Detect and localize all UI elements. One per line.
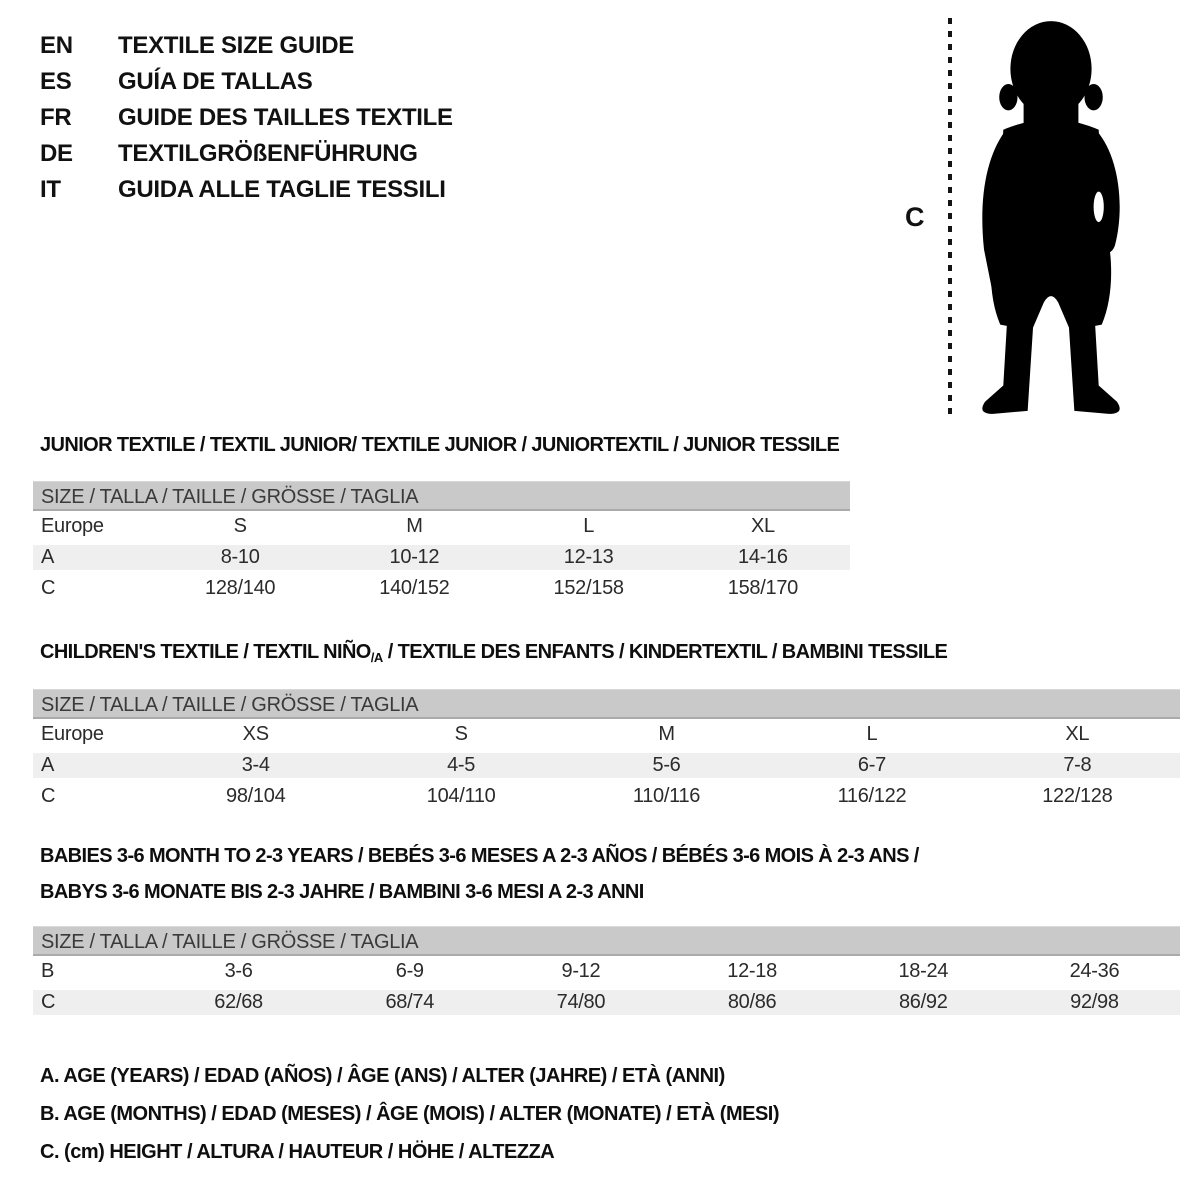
cell: 3-4 — [241, 754, 270, 776]
size-table-header: SIZE / TALLA / TAILLE / GRÖSSE / TAGLIA — [33, 689, 1180, 719]
cell: L — [866, 723, 878, 745]
row-label: A — [41, 546, 55, 568]
table-row — [33, 573, 850, 604]
cell: 128/140 — [205, 577, 276, 599]
babies-section-title-line1: BABIES 3-6 MONTH TO 2-3 YEARS / BEBÉS 3-6 MESES A 2-3 AÑOS / BÉBÉS 3-6 MOIS À 2-3 ANS / — [40, 845, 919, 867]
cell: 3-6 — [224, 960, 253, 982]
lang-code: IT — [40, 176, 61, 203]
lang-title: GUIDE DES TAILLES TEXTILE — [118, 104, 453, 131]
table-row — [33, 750, 1180, 781]
cell: 12-13 — [563, 546, 614, 568]
cell: 110/116 — [632, 785, 701, 807]
lang-title: GUÍA DE TALLAS — [118, 68, 313, 95]
size-table-header: SIZE / TALLA / TAILLE / GRÖSSE / TAGLIA — [33, 926, 1180, 956]
babies-section-title-line2: BABYS 3-6 MONATE BIS 2-3 JAHRE / BAMBINI 3-6 MESI A 2-3 ANNI — [40, 881, 644, 903]
lang-title: GUIDA ALLE TAGLIE TESSILI — [118, 176, 446, 203]
cell: M — [658, 723, 675, 745]
legend-line-b: B. AGE (MONTHS) / EDAD (MESES) / ÂGE (MOIS) / ALTER (MONATE) / ETÀ (MESI) — [40, 1103, 780, 1125]
cell: 24-36 — [1069, 960, 1120, 982]
babies-size-table — [33, 926, 1180, 1018]
cell: L — [583, 515, 595, 537]
table-row — [33, 719, 1180, 750]
lang-code: DE — [40, 140, 73, 167]
row-label: Europe — [41, 515, 104, 537]
cell: XL — [1065, 723, 1090, 745]
row-label: A — [41, 754, 55, 776]
lang-row-de — [40, 136, 453, 172]
cell: 18-24 — [898, 960, 949, 982]
table-row — [33, 542, 850, 573]
cell: 4-5 — [447, 754, 476, 776]
cell: 86/92 — [898, 991, 948, 1013]
row-label: C — [41, 785, 56, 807]
children-title-subscript: /A — [370, 650, 383, 665]
lang-row-it — [40, 172, 453, 208]
cell: 62/68 — [214, 991, 263, 1013]
cell: 10-12 — [389, 546, 440, 568]
cell: S — [233, 515, 247, 537]
cell: 116/122 — [837, 785, 907, 807]
cell: 68/74 — [385, 991, 435, 1013]
cell: 9-12 — [561, 960, 601, 982]
row-label: C — [41, 991, 56, 1013]
table-row — [33, 781, 1180, 812]
table-row — [33, 511, 850, 542]
cell: XL — [750, 515, 775, 537]
cell: 152/158 — [553, 577, 624, 599]
cell: 14-16 — [738, 546, 788, 568]
language-title-list — [40, 28, 453, 208]
cell: 140/152 — [379, 577, 450, 599]
cell: 74/80 — [556, 991, 606, 1013]
cell: M — [406, 515, 423, 537]
cell: XS — [242, 723, 269, 745]
toddler-silhouette — [958, 14, 1144, 420]
cell: 7-8 — [1063, 754, 1092, 776]
lang-row-es — [40, 64, 453, 100]
cell: 6-9 — [395, 960, 424, 982]
row-label: Europe — [41, 723, 104, 745]
children-size-table — [33, 689, 1180, 812]
lang-row-fr — [40, 100, 453, 136]
junior-section-title: JUNIOR TEXTILE / TEXTIL JUNIOR/ TEXTILE JUNIOR / JUNIORTEXTIL / JUNIOR TESSILE — [40, 434, 840, 456]
lang-code: EN — [40, 32, 73, 59]
row-label: C — [41, 577, 56, 599]
legend-line-a: A. AGE (YEARS) / EDAD (AÑOS) / ÂGE (ANS) / ALTER (JAHRE) / ETÀ (ANNI) — [40, 1065, 725, 1087]
cell: S — [454, 723, 468, 745]
lang-title: TEXTILGRÖßENFÜHRUNG — [118, 140, 418, 167]
cell: 158/170 — [727, 577, 798, 599]
cell: 12-18 — [727, 960, 777, 982]
height-dashed-line — [948, 18, 952, 416]
cell: 98/104 — [226, 785, 286, 807]
height-measure-label: C — [905, 202, 925, 232]
cell: 8-10 — [220, 546, 260, 568]
lang-row-en — [40, 28, 453, 64]
junior-size-table — [33, 481, 850, 604]
size-table-header: SIZE / TALLA / TAILLE / GRÖSSE / TAGLIA — [33, 481, 850, 511]
row-label: B — [41, 960, 55, 982]
cell: 5-6 — [652, 754, 681, 776]
legend-line-c: C. (cm) HEIGHT / ALTURA / HAUTEUR / HÖHE / ALTEZZA — [40, 1141, 555, 1163]
table-row — [33, 987, 1180, 1018]
children-title-main: CHILDREN'S TEXTILE / TEXTIL NIÑO — [40, 641, 371, 663]
cell: 122/128 — [1042, 785, 1113, 807]
cell: 80/86 — [727, 991, 777, 1013]
measurement-legend — [40, 1057, 779, 1171]
cell: 6-7 — [857, 754, 886, 776]
cell: 104/110 — [426, 785, 496, 807]
table-row — [33, 956, 1180, 987]
lang-code: FR — [40, 104, 72, 131]
cell: 92/98 — [1070, 991, 1119, 1013]
children-section-title — [40, 641, 947, 665]
children-title-rest: / TEXTILE DES ENFANTS / KINDERTEXTIL / BAMBINI TESSILE — [382, 641, 948, 663]
lang-title: TEXTILE SIZE GUIDE — [118, 32, 354, 59]
lang-code: ES — [40, 68, 72, 95]
